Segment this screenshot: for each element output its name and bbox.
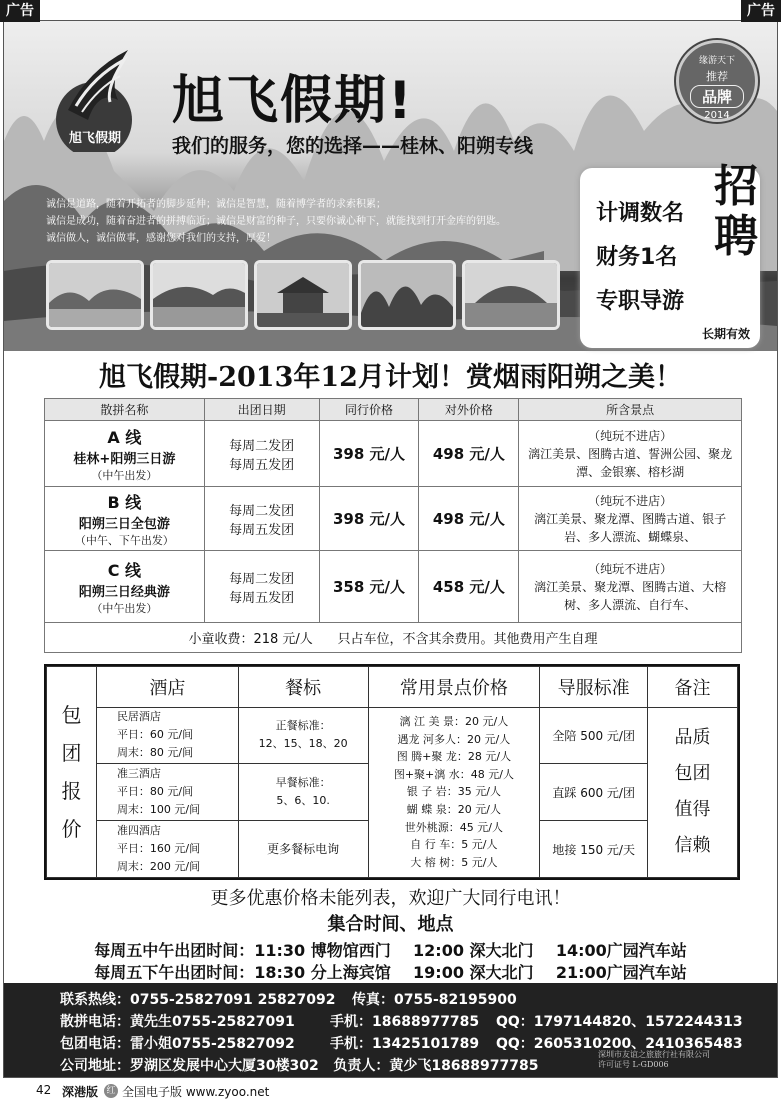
col-header: 常用景点价格 xyxy=(368,667,540,708)
meal-cell xyxy=(238,764,368,821)
license-number: 许可证号 L-GD006 xyxy=(598,1060,669,1069)
sanpin-phone: 散拼电话：黄先生0755-25827091 xyxy=(60,1014,295,1030)
page-footer xyxy=(0,1082,781,1100)
trade-price: 358 元/人 xyxy=(319,551,419,623)
headline: 旭飞假期-2013年12月计划！赏烟雨阳朔之美！ xyxy=(99,362,682,393)
meal-value: 5、6、10. xyxy=(276,794,330,808)
scenic-price: 大 榕 树：5 元/人 xyxy=(410,855,498,869)
hotel-weekend: 周末：200 元/间 xyxy=(116,860,201,874)
scenic-price: 银 子 岩：35 元/人 xyxy=(406,785,501,799)
baotuan-mobile: 手机：13425101789 xyxy=(330,1036,480,1052)
gather-noon: 每周五中午出团时间：11:30 博物馆西门 12:00 深大北门 14:00广园汽车站 xyxy=(94,941,687,960)
photo-karst xyxy=(358,260,456,330)
col-header: 酒店 xyxy=(96,667,238,708)
route-name: 桂林+阳朔三日游 xyxy=(73,451,176,467)
sanpin-qq: QQ：1797144820、1572244313 xyxy=(496,1014,743,1030)
recruit-line: 计调数名 xyxy=(596,201,685,226)
badge-line4: 2014 xyxy=(704,110,730,121)
photo-lake xyxy=(150,260,248,330)
hotel-cell xyxy=(96,707,238,764)
scenic-price: 世外桃源：45 元/人 xyxy=(404,820,503,834)
meal-value: 更多餐标电询 xyxy=(267,842,340,857)
remark-cell xyxy=(648,707,738,877)
col-header: 备注 xyxy=(648,667,738,708)
hotel-weekday: 平日：60 元/间 xyxy=(116,728,194,742)
photo-pavilion xyxy=(254,260,352,330)
guide-fee: 直踩 600 元/团 xyxy=(540,764,648,821)
baotuan-phone: 包团电话：雷小姐0755-25827092 xyxy=(60,1036,295,1052)
table-row xyxy=(45,421,742,487)
badge-line2: 推荐 xyxy=(706,70,728,83)
hotel-cell xyxy=(96,821,238,878)
recommended-brand-badge xyxy=(676,40,758,122)
col-header: 出团日期 xyxy=(204,399,319,421)
baotuan-qq: QQ：2605310200、2410365483 xyxy=(496,1036,743,1052)
col-header: 散拼名称 xyxy=(45,399,205,421)
meal-cell xyxy=(238,707,368,764)
table-header-row xyxy=(45,399,742,421)
company-address: 公司地址：罗湖区发展中心大厦30楼302 负责人：黄少飞18688977785 xyxy=(60,1058,539,1074)
recruitment-box xyxy=(580,161,760,348)
table-row xyxy=(47,707,738,764)
hotel-cell xyxy=(96,764,238,821)
scenic-price: 遇龙 河多人：20 元/人 xyxy=(397,732,511,746)
guide-fee: 地接 150 元/天 xyxy=(540,821,648,878)
route-sights-cell xyxy=(519,487,742,551)
ad-tag-right: 广告 xyxy=(741,0,781,22)
route-date-cell xyxy=(204,487,319,551)
license-info xyxy=(598,1050,710,1070)
scenic-price: 蝴 蝶 泉：20 元/人 xyxy=(406,803,501,817)
trade-price: 398 元/人 xyxy=(319,421,419,487)
brand-title: 旭飞假期! xyxy=(172,71,414,131)
recruit-line: 专职导游 xyxy=(596,289,685,314)
route-date: 每周二发团 xyxy=(229,438,295,454)
package-quote-table xyxy=(46,666,738,878)
meal-title: 早餐标准： xyxy=(275,776,331,790)
table-row xyxy=(45,487,742,551)
remark-word: 包团 xyxy=(674,763,711,785)
package-quote-box xyxy=(44,664,740,880)
license-company: 深圳市友谊之旅旅行社有限公司 xyxy=(598,1050,710,1059)
route-sights: 漓江美景、图腾古道、誓洲公园、聚龙潭、金银寨、榕杉湖 xyxy=(528,446,733,479)
retail-price: 458 元/人 xyxy=(419,551,519,623)
route-sights: 漓江美景、聚龙潭、图腾古道、银子岩、多人漂流、蝴蝶泉、 xyxy=(534,511,727,544)
route-line: B 线 xyxy=(107,492,142,512)
route-date: 每周二发团 xyxy=(229,503,295,519)
recruit-line: 财务1名 xyxy=(596,245,678,270)
col-header: 同行价格 xyxy=(319,399,419,421)
route-sights-cell xyxy=(519,421,742,487)
col-header: 餐标 xyxy=(238,667,368,708)
route-date: 每周二发团 xyxy=(229,571,295,587)
scenic-price: 自 行 车：5 元/人 xyxy=(410,838,498,852)
red-edition-icon: 红 xyxy=(104,1084,118,1098)
route-price-table xyxy=(44,398,742,653)
route-sights: 漓江美景、聚龙潭、图腾古道、大榕树、多人漂流、自行车、 xyxy=(534,579,727,612)
remark-word: 品质 xyxy=(674,727,711,749)
route-name: 阳朔三日全包游 xyxy=(78,516,170,532)
more-prices-note: 更多优惠价格未能列表，欢迎广大同行电讯！ xyxy=(210,888,571,909)
route-date: 每周五发团 xyxy=(229,522,295,538)
no-shop-note: （纯玩不进店） xyxy=(588,493,673,508)
route-date-cell xyxy=(204,421,319,487)
side-char: 报 xyxy=(61,779,82,803)
hotel-weekday: 平日：80 元/间 xyxy=(116,785,194,799)
hotel-weekend: 周末：80 元/间 xyxy=(116,746,194,760)
slogan: 我们的服务，您的选择——桂林、阳朔专线 xyxy=(172,135,534,157)
retail-price: 498 元/人 xyxy=(419,421,519,487)
no-shop-note: （纯玩不进店） xyxy=(588,561,673,576)
trade-price: 398 元/人 xyxy=(319,487,419,551)
logo-text: 旭飞假期 xyxy=(68,131,121,146)
scenic-prices-cell xyxy=(368,707,540,877)
col-header: 导服标准 xyxy=(540,667,648,708)
ad-tag-left: 广告 xyxy=(0,0,40,22)
badge-line3: 品牌 xyxy=(690,85,744,108)
side-char: 包 xyxy=(61,703,82,727)
recruit-big-title: 招聘 xyxy=(714,161,758,262)
route-name-cell xyxy=(45,421,205,487)
route-name-cell xyxy=(45,487,205,551)
badge-line1: 缘游天下 xyxy=(698,56,735,66)
route-name-cell xyxy=(45,551,205,623)
route-depart: （中午、下午出发） xyxy=(74,533,174,547)
col-header: 所含景点 xyxy=(519,399,742,421)
sanpin-mobile: 手机：18688977785 xyxy=(330,1014,480,1030)
meal-title: 正餐标准： xyxy=(275,719,331,733)
child-fee-row xyxy=(45,623,742,653)
table-header-row xyxy=(47,667,738,708)
meal-value: 12、15、18、20 xyxy=(258,737,348,751)
route-line: C 线 xyxy=(107,560,142,580)
guide-fee: 全陪 500 元/团 xyxy=(540,707,648,764)
page-number: 42 xyxy=(36,1083,52,1097)
gather-afternoon: 每周五下午出团时间：18:30 分上海宾馆 19:00 深大北门 21:00广园汽车站 xyxy=(94,963,687,982)
hotel-name: 准四酒店 xyxy=(116,824,161,838)
table-row xyxy=(45,551,742,623)
hotel-name: 民居酒店 xyxy=(116,710,161,724)
hotel-weekday: 平日：160 元/间 xyxy=(116,842,201,856)
route-depart: （中午出发） xyxy=(91,601,158,615)
meal-cell xyxy=(238,821,368,878)
gather-title: 集合时间、地点 xyxy=(327,914,454,935)
side-char: 团 xyxy=(61,741,82,765)
route-line: A 线 xyxy=(107,427,142,447)
integrity-creed xyxy=(46,196,586,247)
edition: 深港版 xyxy=(62,1085,99,1099)
remark-word: 信赖 xyxy=(674,835,711,857)
col-header: 对外价格 xyxy=(419,399,519,421)
website: 全国电子版 www.zyoo.net xyxy=(122,1085,270,1099)
scenic-price: 图 腾+聚 龙：28 元/人 xyxy=(396,750,512,764)
route-depart: （中午出发） xyxy=(91,468,158,482)
route-name: 阳朔三日经典游 xyxy=(78,584,170,600)
route-date: 每周五发团 xyxy=(229,590,295,606)
creed-line: 诚信做人，诚信做事，感谢您对我们的支持，厚爱！ xyxy=(46,233,276,244)
photo-hill xyxy=(462,260,560,330)
route-date: 每周五发团 xyxy=(229,457,295,473)
scenic-price: 漓 江 美 景：20 元/人 xyxy=(399,715,509,729)
fax: 传真：0755-82195900 xyxy=(352,992,517,1008)
hotline: 联系热线：0755-25827091 25827092 xyxy=(60,992,336,1008)
hotel-name: 准三酒店 xyxy=(116,767,161,781)
hotel-weekend: 周末：100 元/间 xyxy=(116,803,201,817)
recruit-note: 长期有效 xyxy=(701,327,750,341)
route-date-cell xyxy=(204,551,319,623)
package-side-label xyxy=(47,667,97,878)
creed-line: 诚信是道路，随着开拓者的脚步延伸；诚信是智慧，随着博学者的求索积累； xyxy=(46,199,386,210)
route-sights-cell xyxy=(519,551,742,623)
photo-river xyxy=(46,260,144,330)
side-char: 价 xyxy=(61,817,82,841)
retail-price: 498 元/人 xyxy=(419,487,519,551)
scenic-price: 图+聚+漓 水：48 元/人 xyxy=(393,767,514,781)
no-shop-note: （纯玩不进店） xyxy=(588,428,673,443)
child-fee-note: 小童收费：218 元/人 只占车位，不含其余费用。其他费用产生自理 xyxy=(45,623,742,653)
creed-line: 诚信是成功，随着奋进者的拼搏临近；诚信是财富的种子，只要你诚心种下，就能找到打开金库的钥匙。 xyxy=(46,216,506,227)
remark-word: 值得 xyxy=(674,799,711,821)
